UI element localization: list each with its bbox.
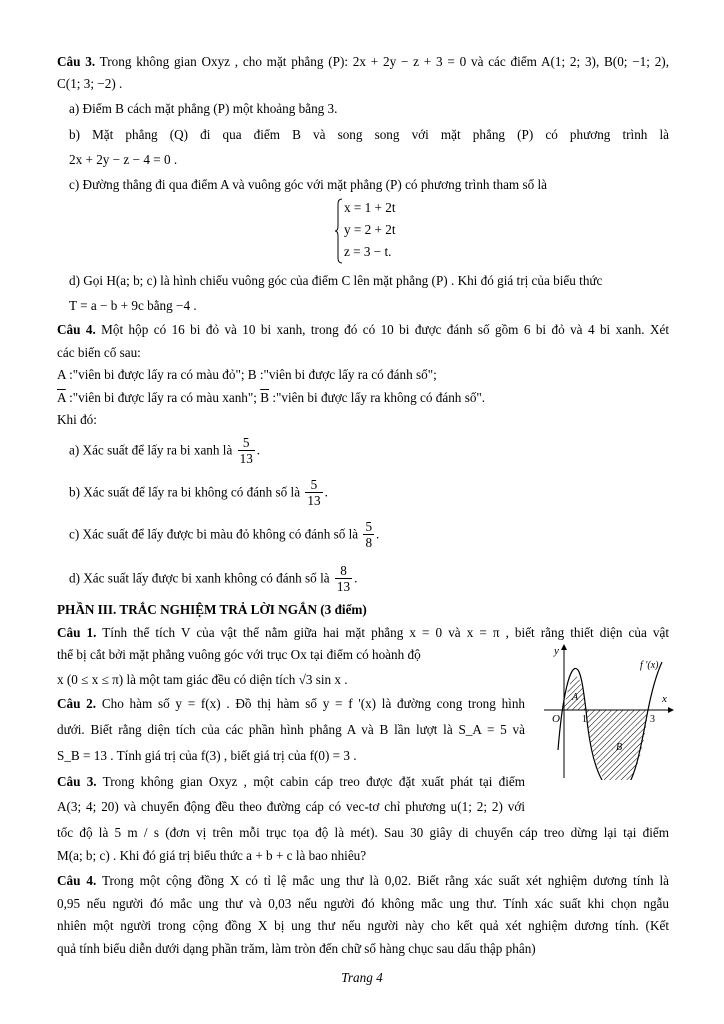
p3-q2-line1: Câu 2. Cho hàm số y = f(x) . Đồ thị hàm số y = f '(x) là đường cong trong hình	[57, 696, 526, 711]
y-axis-arrow-icon	[561, 644, 567, 650]
system-row-x: x = 1 + 2t	[344, 200, 396, 215]
region-a-label: A	[572, 692, 579, 703]
p3-q3-line3: tốc độ là 5 m / s (đơn vị trên mỗi trục tọa độ là mét). Sau 30 giây di chuyển cáp treo dừng lại tại điểm	[57, 825, 669, 840]
x-axis-arrow-icon	[668, 707, 674, 713]
parametric-system	[334, 198, 454, 266]
p3-q4-line2: 0,95 nếu người đó mắc ung thư và 0,03 nếu người đó không mắc ung thư. Tính xác suất khi chọn ngẫu	[57, 896, 669, 911]
tick-3-label: 3	[650, 714, 655, 725]
cau3-statement-b-line2: 2x + 2y − z − 4 = 0 .	[69, 152, 178, 167]
p3-q4-line1: Câu 4. Trong một cộng đồng X có tỉ lệ mắc ung thư là 0,02. Biết rằng xác suất xét nghiệm dương tính là	[57, 873, 669, 888]
cau4-intro-line2: các biến cố sau:	[57, 345, 141, 360]
cau4-statement-a: a) Xác suất để lấy ra bi xanh là $\frac{5}{13}$ .	[69, 435, 261, 466]
system-row-y: y = 2 + 2t	[344, 222, 396, 237]
curve-label: f '(x)	[640, 660, 659, 671]
cau3-statement-a: a) Điểm B cách mặt phẳng (P) một khoảng bằng 3.	[69, 101, 338, 116]
p3-q4-line3: nhiên một người trong cộng đồng X bị ung thư nếu người này cho kết quả xét nghiệm dương tính. (Kết	[57, 918, 669, 933]
cau4-statement-d: d) Xác suất lấy được bi xanh không có đánh số là $\frac{8}{13}$ .	[69, 563, 358, 594]
section-title-part3: PHẦN III. TRẮC NGHIỆM TRẢ LỜI NGẮN (3 điểm)	[57, 602, 367, 617]
p3-q3-line1: Câu 3. Trong không gian Oxyz , một cabin cáp treo được đặt xuất phát tại điểm	[57, 774, 525, 789]
x-axis-label: x	[662, 693, 667, 705]
region-b-label: B	[616, 742, 623, 753]
cau4-intro-line1: Câu 4. Một hộp có 16 bi đỏ và 10 bi xanh, trong đó có 10 bi được đánh số gồm 6 bi đỏ và 4 bi xanh. Xét	[57, 322, 669, 337]
cau4-khi-do: Khi đó:	[57, 412, 97, 427]
p3-q3-line2: A(3; 4; 20) và chuyển động đều theo đường cáp có vec-tơ chỉ phương u(1; 2; 2) với	[57, 799, 525, 814]
cau4-statement-b: b) Xác suất để lấy ra bi không có đánh số là $\frac{5}{13}$ .	[69, 477, 328, 508]
fraction-d: $\frac{8}{13}$	[336, 563, 351, 594]
p3-q3-line4: M(a; b; c) . Khi đó giá trị biểu thức a + b + c là bao nhiêu?	[57, 848, 367, 863]
p3-q1-line2: thể bị cắt bởi mặt phẳng vuông góc với trục Ox tại điểm có hoành độ	[57, 647, 421, 662]
cau3-statement-b-line1: b) Mặt phẳng (Q) đi qua điểm B và song song với mặt phẳng (P) có phương trình là	[69, 127, 669, 142]
cau4-event-complements: $\overline{A}$ :"viên bi được lấy ra có màu xanh"; $\overline{B}$ :"viên bi được lấy ra không có đánh số".	[57, 390, 486, 405]
cau3-intro-line2: C(1; 3; −2) .	[57, 76, 123, 91]
fraction-c: $\frac{5}{8}$	[365, 519, 373, 550]
p3-q1-line3: x (0 ≤ x ≤ π) là một tam giác đều có diện tích √3 sin x .	[57, 672, 348, 687]
p3-q1-line1: Câu 1. Tính thể tích V của vật thể nằm giữa hai mặt phẳng x = 0 và x = π , biết rằng thiết diện của vật	[57, 625, 669, 640]
p3-q2-line3: S_B = 13 . Tính giá trị của f(3) , biết giá trị của f(0) = 3 .	[57, 748, 357, 763]
tick-1-label: 1	[582, 714, 587, 725]
y-axis-label: y	[554, 645, 559, 657]
p3-q4-line4: quả tính biểu diễn dưới dạng phần trăm, làm tròn đến chữ số hàng chục sau dấu thập phân)	[57, 941, 536, 956]
cau4-statement-c: c) Xác suất để lấy được bi màu đỏ không có đánh số là $\frac{5}{8}$ .	[69, 519, 380, 550]
cau4-event-a-b: A :"viên bi được lấy ra có màu đỏ"; B :"viên bi được lấy ra có đánh số";	[57, 367, 437, 382]
cau3-statement-c-line1: c) Đường thẳng đi qua điểm A và vuông góc với mặt phẳng (P) có phương trình tham số là	[69, 177, 548, 192]
derivative-graph	[540, 640, 674, 780]
cau3-statement-d-line2: T = a − b + 9c bằng −4 .	[69, 298, 197, 313]
left-brace-icon	[334, 198, 344, 264]
origin-label: O	[552, 713, 560, 725]
cau3-statement-d-line1: d) Gọi H(a; b; c) là hình chiếu vuông góc của điểm C lên mặt phẳng (P) . Khi đó giá trị của biểu thức	[69, 273, 603, 288]
p3-q2-line2: dưới. Biết rằng diện tích của các phần hình phẳng A và B lần lượt là S_A = 5 và	[57, 722, 525, 737]
fraction-a: $\frac{5}{13}$	[239, 435, 253, 466]
page-footer: Trang 4	[341, 970, 383, 985]
system-row-z: z = 3 − t.	[344, 244, 392, 259]
cau3-intro-line1: Câu 3. Trong không gian Oxyz , cho mặt phẳng (P): 2x + 2y − z + 3 = 0 và các điểm A(1; 2; 3), B(0; −1; 2),	[57, 54, 669, 69]
fraction-b: $\frac{5}{13}$	[307, 477, 321, 508]
